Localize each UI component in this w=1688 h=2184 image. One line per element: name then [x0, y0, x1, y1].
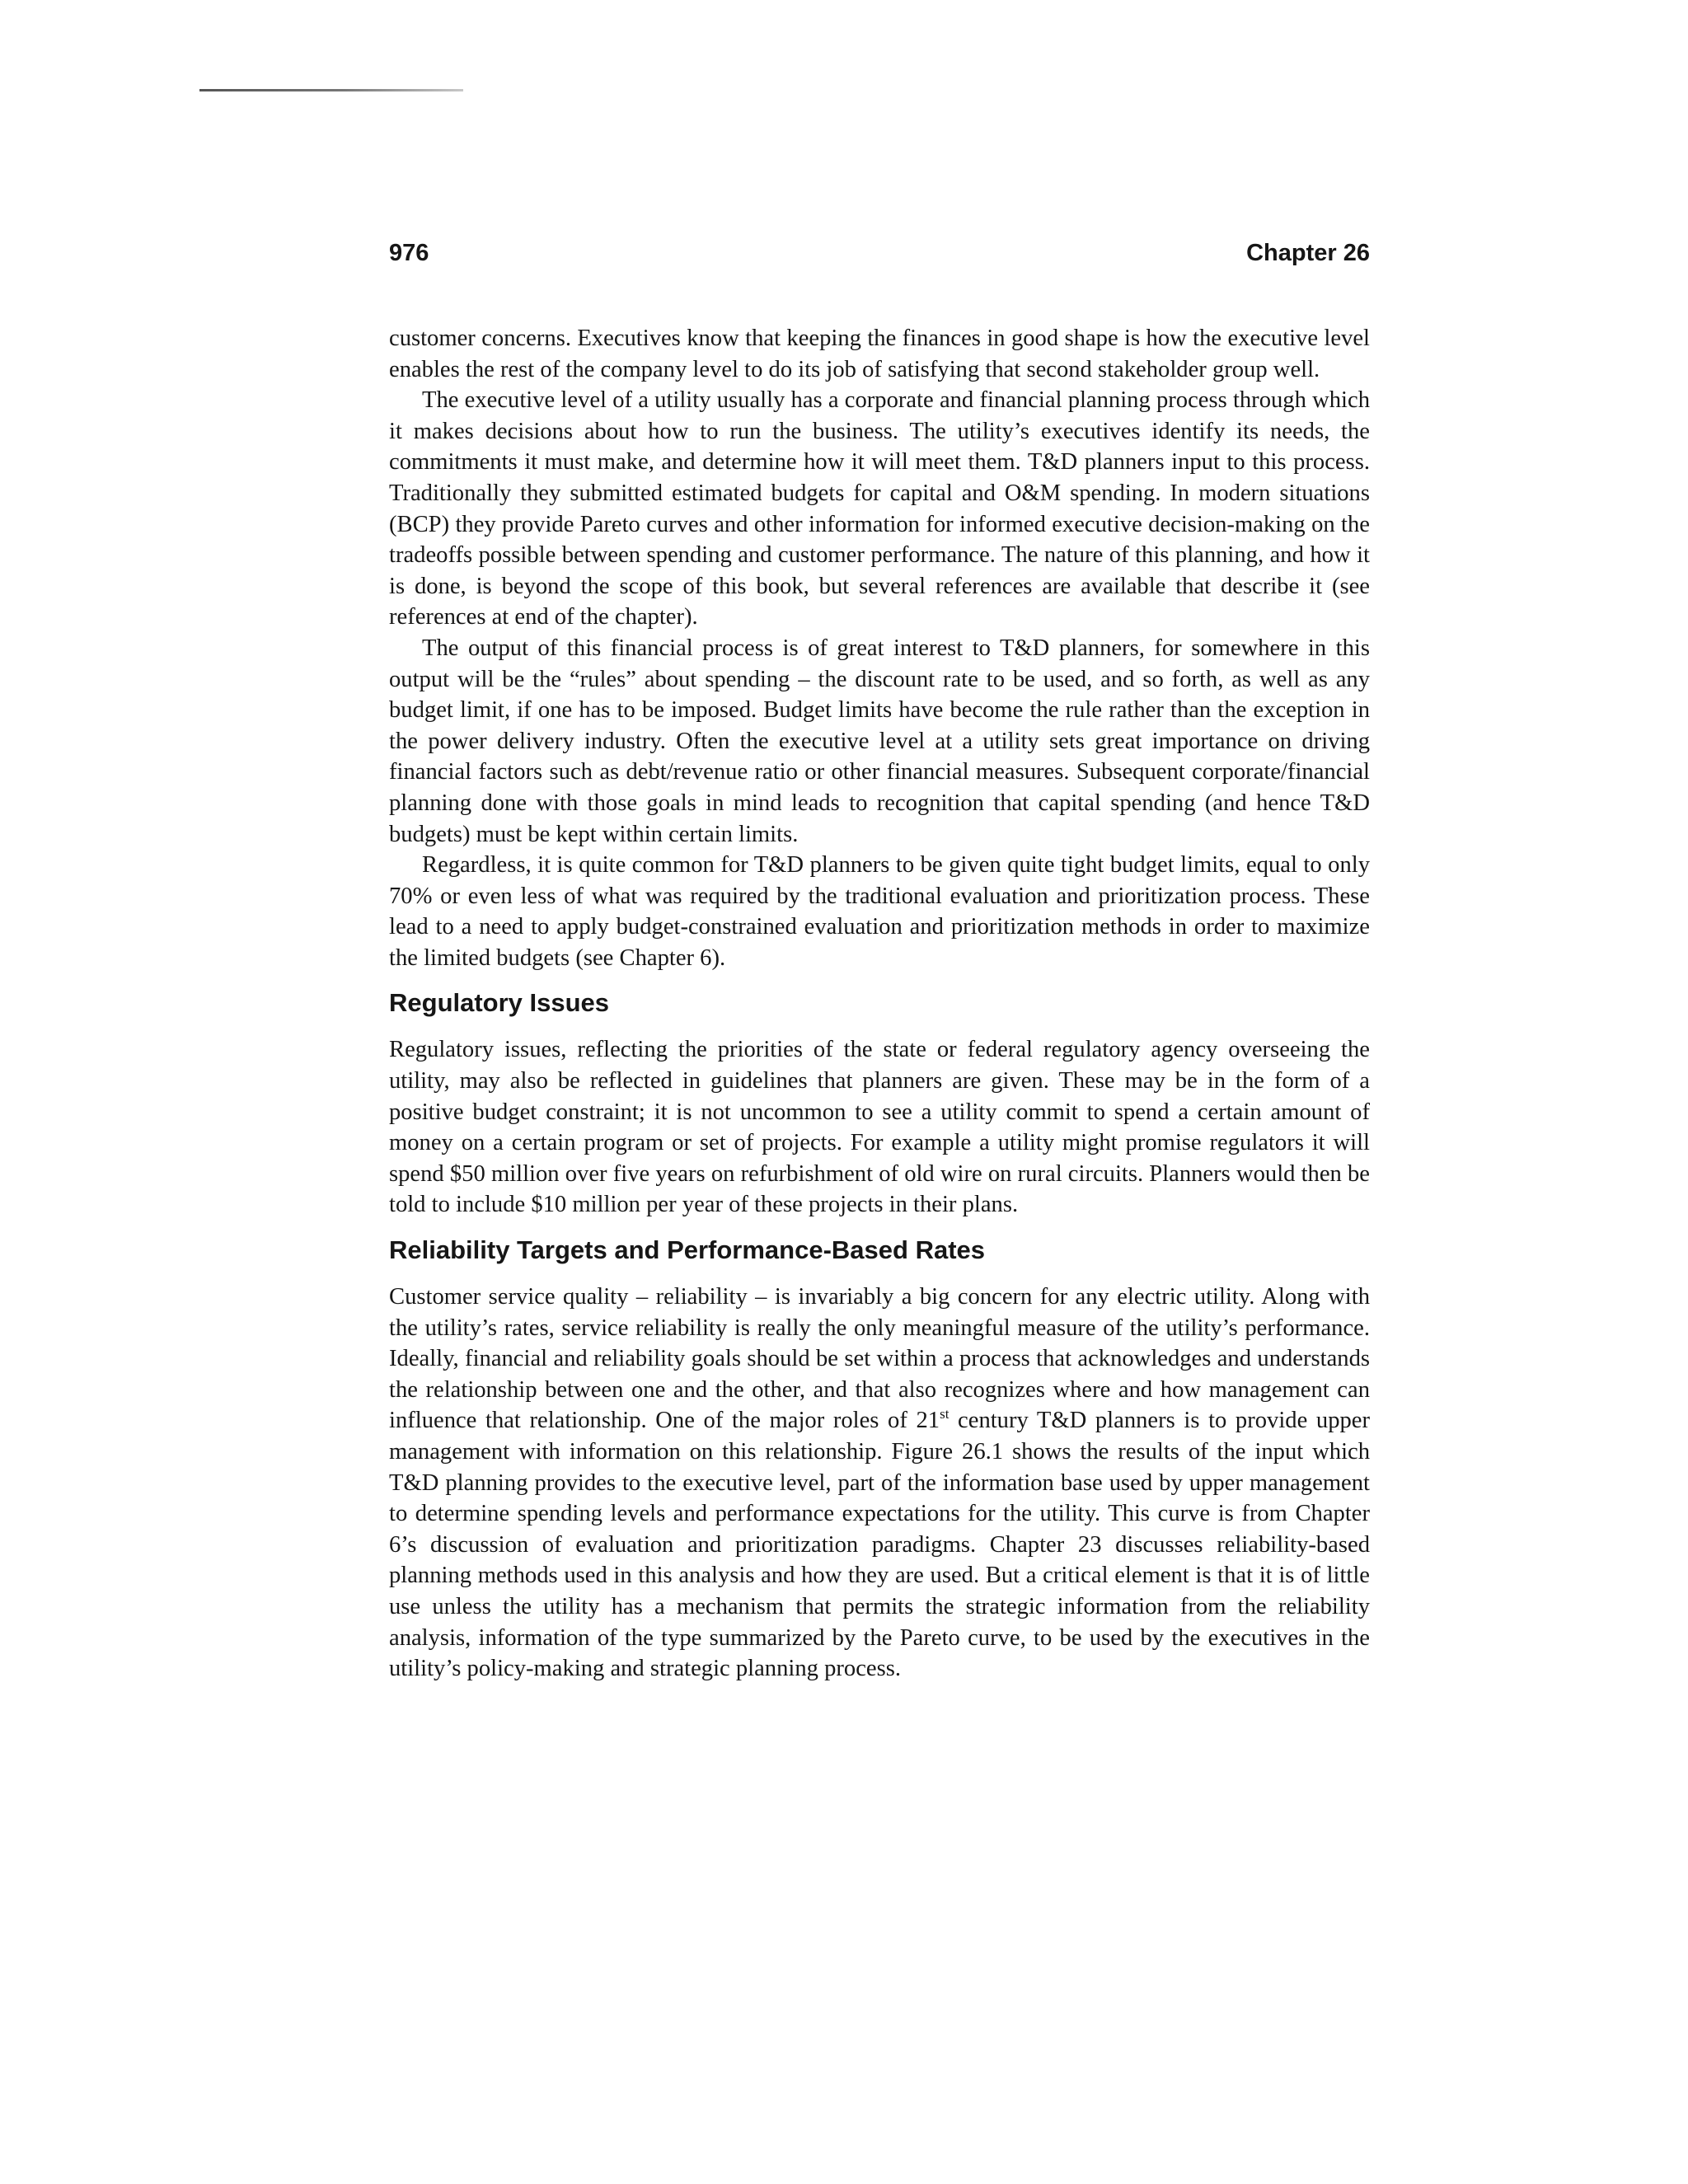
paragraph-2: The executive level of a utility usually has a corporate and financial planning process through which it makes decisions about how to run the business. The utility’s executives identify its needs, the commitments it must make, and determine how it will meet them. T&D planners input to this process. Traditionally they submitted estimated budgets for capital and O&M spending. In modern situations (BCP) they provide Pareto curves and other information for informed executive decision-making on the tradeoffs possible between spending and customer performance. The nature of this planning, and how it is done, is beyond the scope of this book, but several references are available that describe it (see references at end of the chapter).	[389, 387, 1370, 630]
reliability-text-before: Customer service quality – reliability – is invariably a big concern for any electric utility. Along with the utility’s rates, service reliability is really the only meaningful measure of the utility’s performance. Ideally, financial and reliability goals should be set within a process that acknowledges and understands the relationship between one and the other, and that also recognizes where and how management can influence that relationship. One of the major roles of 21	[389, 1284, 1370, 1434]
ordinal-superscript: st	[940, 1406, 950, 1422]
regulatory-paragraph: Regulatory issues, reflecting the priorities of the state or federal regulatory agency overseeing the utility, may also be reflected in guidelines that planners are given. These may be in the form of a positive budget constraint; it is not uncommon to see a utility commit to spend a certain amount of money on a certain program or set of projects. For example a utility might promise regulators it will spend $50 million over five years on refurbishment of old wire on rural circuits. Planners would then be told to include $10 million per year of these projects in their plans.	[389, 1037, 1370, 1218]
paragraph-3: The output of this financial process is of great interest to T&D planners, for somewhere in this output will be the “rules” about spending – the discount rate to be used, and so forth, as well as any budget limit, if one has to be imposed. Budget limits have become the rule rather than the exception in the power delivery industry. Often the executive level at a utility sets great importance on driving financial factors such as debt/revenue ratio or other financial measures. Subsequent corporate/financial planning done with those goals in mind leads to recognition that capital spending (and hence T&D budgets) must be kept within certain limits.	[389, 635, 1370, 847]
page-body	[389, 323, 1370, 1685]
paragraph-1: customer concerns. Executives know that keeping the finances in good shape is how the executive level enables the rest of the company level to do its job of satisfying that second stakeholder group well.	[389, 326, 1370, 382]
paragraph-4: Regardless, it is quite common for T&D planners to be given quite tight budget limits, equal to only 70% or even less of what was required by the traditional evaluation and prioritization process. These lead to a need to apply budget-constrained evaluation and prioritization methods in order to maximize the limited budgets (see Chapter 6).	[389, 852, 1370, 971]
page-header	[389, 240, 1370, 273]
page-number: 976	[389, 240, 429, 266]
reliability-text-after: century T&D planners is to provide upper management with information on this relationship. Figure 26.1 shows the results of the input which T&D planning provides to the executive level, part of the information base used by upper management to determine spending levels and performance expectations for the utility. This curve is from Chapter 6’s discussion of evaluation and prioritization paradigms. Chapter 23 discusses reliability-based planning methods used in this analysis and how they are used. But a critical element is that it is of little use unless the utility has a mechanism that permits the strategic information from the reliability analysis, information of the type summarized by the Pareto curve, to be used by the executives in the utility’s policy-making and strategic planning process.	[389, 1408, 1371, 1682]
section-heading-reliability: Reliability Targets and Performance-Based Rates	[389, 1235, 986, 1265]
chapter-label: Chapter 26	[1246, 240, 1370, 266]
reliability-paragraph	[389, 1282, 1370, 1685]
section-heading-regulatory: Regulatory Issues	[389, 988, 610, 1018]
top-rule	[199, 89, 463, 91]
